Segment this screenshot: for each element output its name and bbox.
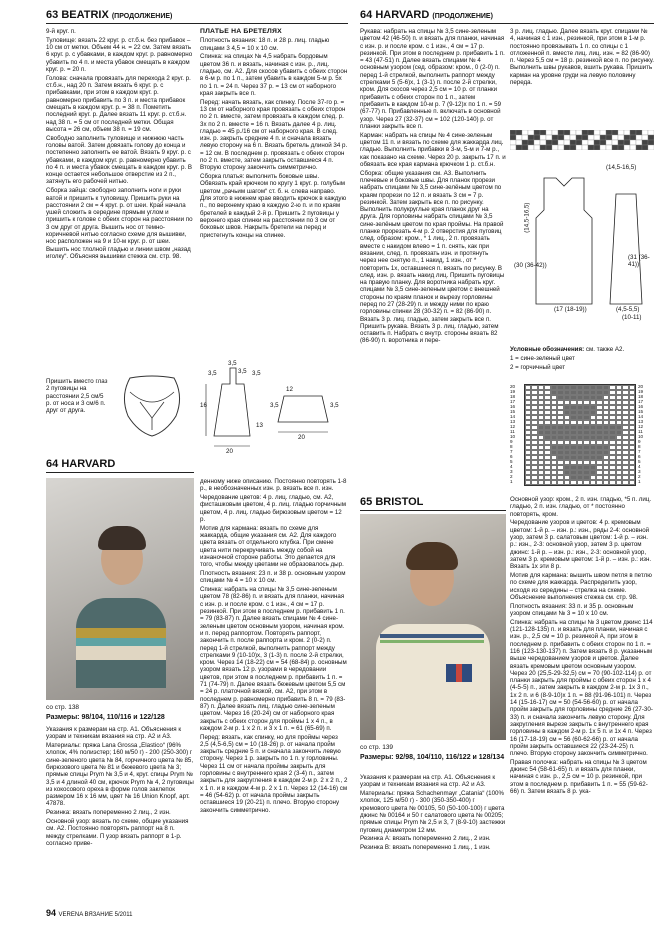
paragraph: Материалы: пряжа Lana Grossa „Elastico“ (96% хлопок, 4% полиэстер; 160 м/50 г) - 200 (250-300) г сине-зеленого цвета № 84, горчичного цвета № 85, бирюзового цвета № 81 и бежевого цвета № 3; прямые спицы Prym № 3,5 и 4, круг. спицы Prym № 3,5 и 4 длиной 40 см, крючок Prym № 4, 2 пуговицы из кокосового ореха в форме голов заклепок размером 16 х 16 мм, цвет № 16 Union Knopf, арт. 47878. [46, 742, 194, 808]
strip-cell [534, 135, 540, 140]
photo-caption: со стр. 139 [360, 744, 394, 751]
strip-cell [546, 135, 552, 140]
strip-cell [510, 130, 516, 135]
paragraph: Чередование цветов: 4 р. лиц. гладью, см. А2, фисташковым цветом, 4 р. лиц. гладью горчичным цветом, 4 р. лиц. гладью бирюзовым цветом = 12 р. [200, 494, 346, 523]
section-rule [360, 510, 506, 511]
strip-cell [642, 140, 648, 145]
strip-cell [528, 145, 534, 150]
strip-cell [576, 130, 582, 135]
paragraph: Голова: сначала провязать для перехода 2 круг. р. ст.б.н., над 20 п. Затем вязать 6 круг. р. с прибавками, при этом в каждом круг. р. равномерно прибавить по 3 п. и места прибавок смещать в каждом круг. р. = 38 п. Пометить последний круг. р. Далее вязать 11 круг. р. ст.б.н. над 38 п. = 5 см от последней метки. Общая высота = 26 см, объем 38 п. = 19 см. [46, 74, 191, 133]
dim-label: 3,5 [270, 402, 279, 409]
strip-cell [558, 135, 564, 140]
chart-row-number: 20 [510, 384, 516, 389]
strip-cell [636, 140, 642, 145]
chart-row-number: 17 [510, 399, 516, 404]
chart-row-number: 17 [638, 399, 644, 404]
section-title: BRISTOL [375, 496, 424, 508]
paragraph: Перед: начать вязать, как спинку. После 37-го р. = 13 см от наборного края провязать с обеих сторон по 2 п. вместе, затем провязать в каждом след. р. 3х по 2 п. вместе = 16 п. Вязать далее 4 р. лиц. гладью = 45 р./16 см от наборного края. В след. изн. р. закрыть средние 4 п. и сначала вязать левую сторону на 6 п. Вязать бретель длиной 34 р. = 12 см. В последнем р. провязать с обеих сторон по 2 п. вместе, затем закрыть оставшиеся 4 п. Вторую сторону закончить симметрично. [200, 98, 348, 172]
strip-cell [534, 130, 540, 135]
beatrix-eyes-text [46, 378, 108, 416]
beatrix-text-block [46, 28, 194, 262]
paragraph: Резинка А: вязать попеременно 2 лиц., 2 изн. [360, 835, 491, 843]
strip-cell [564, 135, 570, 140]
strip-cell [630, 140, 636, 145]
strip-cell [540, 135, 546, 140]
chart-row-number: 14 [638, 414, 644, 419]
dress-text-block [200, 28, 348, 240]
dim-label: (14,5-16,5) [606, 164, 637, 171]
paragraph: денному ниже описанию. Постоянно повторять 1-8 р., в необозначенных изн. р. вязать все п. изн. [200, 478, 347, 493]
dim-label: 13 [256, 422, 263, 429]
chart-row-number: 19 [510, 389, 516, 394]
chart-row-number: 2 [510, 474, 513, 479]
strip-cell [576, 135, 582, 140]
header-rule-right [360, 23, 654, 24]
strip-cell [648, 140, 654, 145]
chart-row-number: 8 [510, 444, 513, 449]
chart-row-number: 1 [510, 479, 513, 484]
strip-cell [522, 145, 528, 150]
strip-cell [600, 135, 606, 140]
paragraph: Плотность вязания: 18 п. и 28 р. лиц. гладью спицами 3 4,5 = 10 х 10 см. [200, 37, 330, 52]
dim-label: 16 [200, 402, 207, 409]
strip-cell [594, 130, 600, 135]
legend-item: 2 = горчичный цвет [510, 363, 566, 371]
strip-cell [552, 140, 558, 145]
paragraph: Резинка В: вязать попеременно 1 лиц., 1 изн. [360, 844, 491, 852]
sizes-line: Размеры: 92/98, 104/110, 116/122 и 128/134 [360, 754, 505, 761]
chart-row-number: 12 [638, 424, 644, 429]
strip-cell [612, 145, 618, 150]
dim-label: (14,5-16,5) [523, 202, 531, 233]
dim-label: (17 (18-19)) [554, 306, 587, 313]
paragraph: 3 р. лиц. гладью. Далее вязать круг. спицами № 4, начиная с 1 изн., резинкой, при этом в 1-м р. постоянно провязывать 1 п. со спицы с 1 отложенной п. вместе лиц. лиц. изн. = 82 (86-90) п. Через 5,5 см = 18 р. резинкой все п. по рисунку. Выполнить швы рукавов, вшить рукава. Пришить карман на уровне груди на левую половину переда. [510, 28, 654, 87]
dim-label: (10-11) [622, 314, 642, 321]
dim-label: 3,5 [238, 368, 247, 375]
paragraph: Основной узор: кром., 2 п. изн. гладью, *5 п. лиц. гладью, 2 п. изн. гладью, от * постоянно повторять, кром. [510, 496, 652, 518]
strip-cell [612, 130, 618, 135]
strip-cell [630, 145, 636, 150]
bristol-pattern-text [510, 496, 654, 797]
section-subtitle: (ПРОДОЛЖЕНИЕ) [432, 13, 493, 20]
strip-cell [522, 140, 528, 145]
strip-cell [618, 130, 624, 135]
harvard-section-header [46, 458, 115, 470]
chart-row-number: 3 [510, 469, 513, 474]
section-title: BEATRIX [61, 9, 109, 21]
strip-cell [516, 145, 522, 150]
strip-cell [606, 140, 612, 145]
strip-cell [570, 130, 576, 135]
legend-tail: см. также А2. [585, 346, 625, 353]
chart-row-number: 9 [510, 439, 513, 444]
section-title: HARVARD [375, 9, 430, 21]
legend-title: Условные обозначения: [510, 346, 585, 353]
strip-cell [600, 140, 606, 145]
strip-cell [558, 130, 564, 135]
strip-cell [618, 135, 624, 140]
harvard-cont-text-2 [510, 28, 654, 88]
dim-label: 20 [226, 448, 233, 455]
strip-cell [534, 145, 540, 150]
section-title: HARVARD [61, 458, 116, 470]
strip-cell [552, 145, 558, 150]
page-number: 94 [46, 908, 57, 918]
harvard-cont-text [360, 28, 506, 346]
strip-cell [546, 130, 552, 135]
strip-cell [510, 135, 516, 140]
strip-cell [648, 145, 654, 150]
harvard-text-block [46, 726, 194, 849]
page-footer [46, 908, 133, 918]
dress-schematic [200, 362, 350, 462]
strip-cell [516, 135, 522, 140]
strip-cell [588, 140, 594, 145]
legend-item: 1 = сине-зеленый цвет [510, 354, 575, 362]
paragraph: Плотность вязания: 33 п. и 35 р. основным узором спицами № 3 = 10 х 10 см. [510, 602, 634, 617]
strip-cell [576, 145, 582, 150]
strip-cell [546, 145, 552, 150]
paragraph: Спинка: набрать на спицы № 3 цветом джинс 114 (121-128-135) п. и вязать для планки, начиная с изн. р., 2,5 см = 10 р. резинкой А, при этом в последнем р. прибавить с обеих сторон по 1 п. = 116 (123-130-137) п. Затем вязать 8 р. указанным выше чередованием узоров и цветов. Далее вязать кремовым цветом основным узором. Через 20 (25,5-29-32,5) см = 70 (90-102-114) р. от планки закрыть для проймы с обеих сторон 1 х 4 (4-5-5) п., затем закрыть в каждом 2-м р. 1х 3 п., 1х 2 п. и 6 (8-9-10)х 1 п. = 88 (91-96-101) п. Через 14 (15-16-17) см = 50 (54-56-60) р. от начала пройм закрыть для горловины средние 26 (27-30-33) п. и сначала закончить левую сторону. Для закругления вырезе закрыть с внутреннего края горловины в каждом 2-м р. 1х 5 п. и 1х 4 п. Через 16 (17-18-19) см = 56 (60-62-66) р. от начала пройм закрыть оставшиеся 22 (23-24-25) п. плечо. Вторую сторону закончить симметрично. [510, 618, 653, 758]
strip-cell [576, 140, 582, 145]
paragraph: Плотность вязания: 23 п. и 38 р. основным узором спицами № 4 = 10 х 10 см. [200, 570, 346, 585]
paragraph: Сборка: общие указания см. А3. Выполнить плечевые и боковые швы. Для планок прорези набрать спицами № 3,5 сине-зелёным цветом по краям прорези по 12 п. и вязать 3 см = 7 р. резинкой. Затем закрыть все п. по рисунку. Выполнить полукруглые края планок друг на друга. Для горловины набрать спицами № 3,5 сине-зелёным цветом по края проймы. На правой планке прорезать 4-м р. 2 отверстия для пуговиц след. образом: кром., * 1 лиц., 2 п. провязать вместе с накидом влево = 1 п. снять, как при вязании, след. п. провязать изн. и протянуть через нее снятую п., 1 накид, 1 изн., от * повторить 1х, оставшиеся п. вязать по рисунку. В след. изн. р. вязать накид лиц. Пришить пуговицы на правую планку. Для воротника набрать круг. спицами № 3,5 сине-зеленым цветом с внешней стороны по краям планок и вырезу горловины перед по 27 (28-29) п. и между ними по краю горловины спинки 28 (30-32) п. = 82 (86-90) п. Вязать 3 р. лиц. гладью, затем закрыть все п. Пришить рукава. Вязать 3 р. лиц. гладью, затем оставить п. Набрать с внутр. стороны вязать 82 (86-90) п. воротника и пере- [360, 169, 505, 345]
chart-row-number: 6 [510, 454, 513, 459]
dim-label: 20 [298, 434, 305, 441]
section-subtitle: (ПРОДОЛЖЕНИЕ) [111, 13, 173, 20]
strip-cell [528, 135, 534, 140]
paragraph: Спинка: набрать на спицы № 3,5 сине-зеленым цветом 78 (82-86) п. и вязать для планки, начиная с изн. р. и после кром. с 1 изн., 4 см = 17 р. резинкой. При этом в последнем р. прибавить 1 п. = 79 (83-87) п. Далее вязать спицами № 4 сине-зеленым цветом основным узором, начиная кром. и п. перед раппортом. Повторять раппорт, закончить п. после раппорта и кром. 2 (0-2) п. перед 1-й стрелкой, выполнить раппорт между стрелками 9 (10-10)х, 3 (1-3) п. после 2-й стрелки, кром. Через 14 (18-22) см = 54 (68-84) р. основным узором вязать 12 р. узорами в чередовании цветов, при этом в последнем р. прибавить 1 п. = 71 (74-79) п. Далее вязать бежевым цветом 5,5 см = 24 р. платочной вязкой, см. А2, при этом в последнем р. равномерно прибавить 8 п. = 79 (83-87) п. Далее вязать лиц. гладью сине-зеленым цветом. Через 16 (20-24) см от наборного края закрыть с обеих сторон для проймы 1 х 4 п., в каждом 2-м р. 1 х 2 п. и 3 х 1 п. = 61 (65-69) п. [200, 586, 347, 732]
jacquard-chart [510, 384, 654, 484]
strip-cell [564, 145, 570, 150]
chart-row-number: 15 [510, 409, 516, 414]
chart-row-number: 19 [638, 389, 644, 394]
bristol-text-block [360, 774, 506, 853]
chart-row-number: 4 [638, 464, 641, 469]
strip-cell [642, 145, 648, 150]
chart-row-number: 16 [638, 404, 644, 409]
left-page-header [46, 9, 172, 21]
section-rule [46, 472, 194, 473]
dim-label: (4,5-5,5) [616, 306, 640, 313]
strip-cell [582, 135, 588, 140]
strip-cell [528, 140, 534, 145]
chart-row-number: 6 [638, 454, 641, 459]
paragraph: Правая полочка: набрать на спицы № 3 цветом джинс 54 (58-61-65) п. и вязать для планки, начиная с изн. р., 2,5 см = 10 р. резинкой, при этом в последнем р. прибавить 1 п. = 55 (59-62-66) п. Затем вязать 8 р. ука- [510, 758, 648, 796]
strip-cell [558, 145, 564, 150]
paragraph: Основной узор: вязать по схеме, общие указания см. А2. Постоянно повторять раппорт на 8 п. между стрелками. П узор вязать раппорт в 1-р. согласно приве- [46, 818, 189, 847]
paragraph: Резинка: вязать попеременно 2 лиц., 2 изн. [46, 809, 171, 817]
strip-cell [594, 135, 600, 140]
strip-cell [540, 145, 546, 150]
legend [510, 346, 654, 372]
chart-row-number: 5 [510, 459, 513, 464]
chart-row-number: 15 [638, 409, 644, 414]
chart-row-number: 18 [510, 394, 516, 399]
strip-cell [606, 145, 612, 150]
strip-cell [636, 135, 642, 140]
strip-cell [540, 130, 546, 135]
chart-row-number: 20 [638, 384, 644, 389]
strip-cell [588, 135, 594, 140]
strip-cell [522, 130, 528, 135]
strip-cell [570, 145, 576, 150]
strip-cell [510, 145, 516, 150]
chart-row-number: 7 [510, 449, 513, 454]
sizes-line: Размеры: 98/104, 110/116 и 122/128 [46, 714, 165, 721]
sweater-schematic [510, 154, 654, 336]
strip-cell [606, 135, 612, 140]
chart-row-number: 7 [638, 449, 641, 454]
strip-cell [642, 130, 648, 135]
strip-cell [582, 145, 588, 150]
harvard-pattern-text [200, 478, 348, 815]
paragraph: Материалы: пряжа Schachenmayr „Catania“ (100% хлопок, 125 м/50 г) - 300 (350-350-400) г кремового цвета № 00105, 50 (50-100-100) г цвета джинс № 00164 и 50 г салатового цвета № 00205; прямые спицы Prym № 2,5 и 3, 7 (8-9-10) застежки пуговиц диаметром 12 мм. [360, 790, 506, 834]
paragraph: Пришить вместо глаз 2 пуговицы на расстоянии 2,5 см/5 р. от носа и 3 см/6 п. друг от друга. [46, 378, 108, 415]
chart-row-number: 10 [638, 434, 644, 439]
chart-row-number: 1 [638, 479, 641, 484]
paragraph: 9-й круг. п. [46, 28, 76, 35]
chart-row-number: 18 [638, 394, 644, 399]
section-number: 63 [46, 9, 59, 21]
dim-label: 3,5 [228, 360, 237, 367]
bristol-section-header [360, 496, 423, 508]
chart-row-number: 8 [638, 444, 641, 449]
paragraph: Перед: вязать, как спинку, но для проймы через 2,5 (4,5-6,5) см = 10 (18-26) р. от начала пройм закрыть средние 5 п. и сначала закончить левую сторону. Через 1 р. закрыть по 1 п. у горловины. Через 11 см от начала проймы закрыть для горловины с внутреннего края 2 (3-4) п., затем закрыть для закругления в каждом 2-м р. 2 х 2 п., 2 х 1 п. и в каждом 4-м р. 2 х 1 п. Через 12 (14-16) см = 46 (54-62) р. от начала проймы закрыть оставшиеся 19 (20-21) п. плечо. Вторую сторону закончить симметрично. [200, 733, 348, 814]
strip-cell [612, 140, 618, 145]
paragraph: Спинка: на спицах № 4,5 набрать бордовым цветом 36 п. и вязать, начиная с изн. р., лиц. гладью, см. А2. Для скосов убавить с обеих сторон в 6-м р. по 1 п., затем убавить в каждом 5-м р. 5х по 1 п. = 24 п. Через 37 р. = 13 см от наборного края закрыть все п. [200, 53, 348, 97]
strip-cell [546, 140, 552, 145]
chart-row-number: 3 [638, 469, 641, 474]
subheading: ПЛАТЬЕ НА БРЕТЕЛЯХ [200, 28, 282, 35]
strip-cell [642, 135, 648, 140]
strip-cell [624, 135, 630, 140]
color-pattern-strip [510, 130, 654, 150]
strip-cell [552, 130, 558, 135]
chart-row-number: 14 [510, 414, 516, 419]
strip-cell [516, 140, 522, 145]
strip-cell [594, 145, 600, 150]
strip-cell [564, 130, 570, 135]
strip-cell [648, 130, 654, 135]
strip-cell [618, 140, 624, 145]
chart-row-number: 12 [510, 424, 516, 429]
strip-cell [630, 135, 636, 140]
strip-cell [636, 130, 642, 135]
dim-label: 3,5 [252, 370, 261, 377]
section-number: 65 [360, 496, 373, 508]
paragraph: Свободно заполнить туловище и нижнюю часть головы ватой. Затем довязать голову до конца и постепенно заполнить ее ватой. Вязать 9 круг. р. с убавками, в каждом круг. р. равномерно убавить по 4 п. и места убавок смещать в каждом круг. р. В конце остается небольшое отверстие из 2 п., затянуть его рабочей нитью. [46, 134, 192, 186]
strip-cell [582, 130, 588, 135]
strip-cell [534, 140, 540, 145]
chart-cell [577, 480, 583, 485]
chart-row-number: 16 [510, 404, 516, 409]
paragraph: Туловище: вязать 22 круг. р. ст.б.н. без прибавок – 10 см от метки. Объем 44 н. = 22 см. Затем вязать 6 круг. р. с убавками, в каждом круг. р. равномерно убавить по 4 п. и места убавок смещать в каждом круг. р. = 20 п. [46, 36, 193, 73]
paragraph: Сборка зайца: свободно заполнить ноги и руки ватой и пришить к туловищу. Пришить руки на расстоянии 2 см = 4 круг. р. от шеи. Край начала ушей сложить в середине прямым углом и пришить к голове с обеих сторон на расстоянии по 3 см друг от друга. Вышить нос от темно-коричневой нитью согласно схеме для вышивки, нос расположен на 9 и 10-м круг. р. от шеи. Вышить нос тлолной гладью и линии швом „назад иголку“. Объясняя вышивки стежка см. стр. 98. [46, 187, 193, 260]
dim-label: 3,5 [208, 370, 217, 377]
chart-row-number: 11 [638, 429, 643, 434]
paragraph: Указания к размерам на стр. А1. Объяснения к узорам и техникам вязания на стр. А2 и А3. [360, 774, 496, 789]
strip-cell [570, 135, 576, 140]
chart-cell [629, 480, 635, 485]
paragraph: Карман: набрать на спицы № 4 сине-зеленым цветом 11 п. и вязать по схеме для жаккарда лиц. гладью. Выполнить прибавки в 3-м, 5-м и 7-м р., как показано на схеме. Через 20 р. закрыть 17 п. и обвязать все края кармана крючком 1 р. ст.б.н. [360, 131, 506, 168]
paragraph: Рукава: набрать на спицы № 3,5 сине-зеленым цветом 42 (46-50) п. и вязать для планки, начиная с изн. р. и после кром. с 1 изн., 4 см = 17 р. резинкой. При этом в последнем р. прибавить 1 п. = 43 (47-51) п. Далее вязать спицами № 4 основным узором (сед. образом: кром., 0 (2-0) п. перед 1-й стрелкой, выполнить раппорт между стрелками 5 (5-6)х, 1 (3-1) п. после 2-й стрелки, кром. Для скосов через 2,5 см = 10 р. от планки прибавить с обеих сторон по 1 п., затем прибавить в каждом 10-м р. 7 (9-12)х по 1 п. = 59 (67-77) п. Прибавленные п. включать в основной узор. Через 27 (32-37) см = 102 (120-140) р. от планки закрыть все п. [360, 28, 505, 130]
magazine-name: VERENA ВЯЗАНИЕ 5/2011 [58, 912, 133, 918]
strip-cell [528, 130, 534, 135]
strip-cell [570, 140, 576, 145]
strip-cell [624, 140, 630, 145]
strip-cell [618, 145, 624, 150]
dim-label: 3,5 [330, 402, 339, 409]
strip-cell [636, 145, 642, 150]
paragraph: Мотив для кармана: вязать по схеме для жаккарда, общие указания см. А2. Для каждого цвета вязать от отдельного клубка. При смене цвета нити перекручивать между собой на изнаночной стороне работы. Это делается для того, чтобы между цветами не образовалось дыр. [200, 524, 344, 569]
dim-label: 12 [286, 386, 293, 393]
embroidery-diagram [112, 372, 192, 452]
strip-cell [594, 140, 600, 145]
chart-row-number: 13 [638, 419, 644, 424]
strip-cell [630, 130, 636, 135]
dim-label: (30 (36-42)) [514, 262, 547, 269]
photo-caption: со стр. 138 [46, 704, 80, 711]
section-number: 64 [46, 458, 59, 470]
bristol-photo [360, 514, 506, 740]
strip-cell [606, 130, 612, 135]
paragraph: Мотив для кармана: вышить швом петля в петлю по схеме для жаккарда. Распределить узор, исходя из середины – стрелка на схеме. Объяснение выполнения стежка см. стр. 98. [510, 571, 652, 601]
strip-cell [552, 135, 558, 140]
strip-cell [588, 130, 594, 135]
paragraph: Чередование узоров и цветов: 4 р. кремовым цветом: 1-й р. – изн. р.: изн., ряды 2-4: основной узор, затем 3 р. салатовым цветом: 1-й р. – изн. р.: изн., 2-3: основной узор, затем 3 р. цветом джинс: 1-й р. – изн. р.: изн., 2-3: основной узор, затем 3 р. кремовым цветом: 1-й р. – изн. р.: изн. Вязать 1х эти 8 р. [510, 519, 652, 571]
chart-row-number: 11 [510, 429, 515, 434]
dim-label: (31 (36-41)) [628, 254, 650, 269]
chart-row-number: 13 [510, 419, 516, 424]
strip-cell [588, 145, 594, 150]
paragraph: Указания к размерам на стр. А1. Объяснения к узорам и техникам вязания на стр. А2 и А3. [46, 726, 182, 741]
strip-cell [522, 135, 528, 140]
strip-cell [600, 130, 606, 135]
chart-row-number: 5 [638, 459, 641, 464]
strip-cell [582, 140, 588, 145]
strip-cell [648, 135, 654, 140]
section-number: 64 [360, 9, 373, 21]
strip-cell [510, 140, 516, 145]
strip-cell [612, 135, 618, 140]
strip-cell [624, 130, 630, 135]
header-rule-left [46, 23, 348, 24]
strip-cell [540, 140, 546, 145]
right-page-header [360, 9, 493, 21]
harvard-photo [46, 478, 194, 700]
strip-cell [558, 140, 564, 145]
chart-row-number: 9 [638, 439, 641, 444]
strip-cell [516, 130, 522, 135]
paragraph: Сборка платья: выполнить боковые швы. Обвязать край крючком по кругу 1 круг. р. голубым цветом „рачьим шагом“ ст. б. н. слева направо. Для этого в нижнем крае вводить крючок в каждую п., по верхнему краю в каждую 2-ю п. и по краям бретелей в каждый 2-й р. Пришить 2 пуговицы у верхнего края спинки на расстоянии по 3 см от боковых швов. Накрыть бретели на перед и пристегнуть концы на спинке. [200, 173, 347, 239]
strip-cell [624, 145, 630, 150]
chart-row-number: 10 [510, 434, 516, 439]
chart-row-number: 4 [510, 464, 513, 469]
strip-cell [600, 145, 606, 150]
chart-row-number: 2 [638, 474, 641, 479]
strip-cell [564, 140, 570, 145]
